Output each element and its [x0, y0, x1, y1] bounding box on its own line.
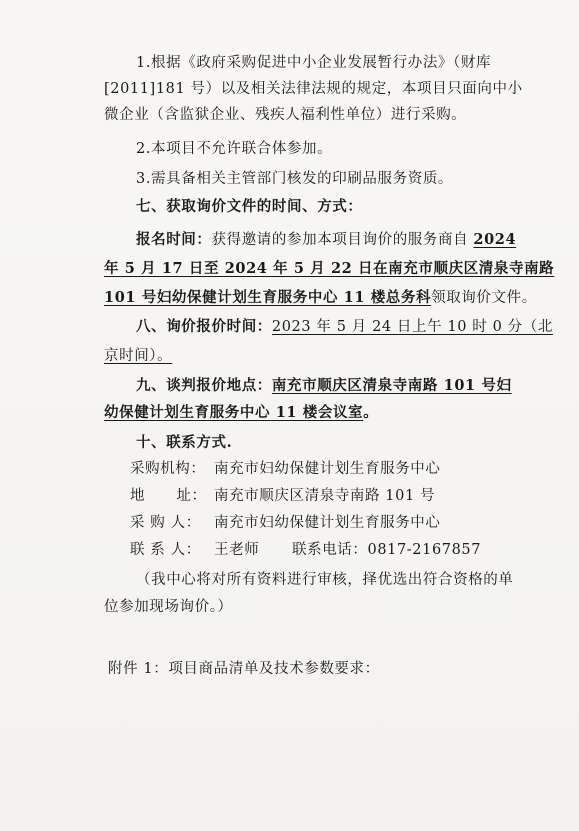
- note-line1: （我中心将对所有资料进行审核，择优选出符合资格的单: [136, 572, 514, 588]
- contact-phone-value: 0817-2167857: [367, 542, 482, 558]
- contact-row-agency-value: 南充市妇幼保健计划生育服务中心: [214, 461, 441, 477]
- contact-row-purchaser-value: 南充市妇幼保健计划生育服务中心: [214, 515, 441, 531]
- section7-text-b: 领取询价文件。: [431, 290, 537, 306]
- section7-heading: 七、获取询价文件的时间、方式：: [136, 198, 363, 215]
- section7-u1: 2024: [473, 231, 517, 248]
- note-line2: 位参加现场询价。）: [104, 599, 233, 615]
- attachment-title: 附件 1：项目商品清单及技术参数要求：: [108, 661, 380, 677]
- contact-row-agency: [130, 456, 570, 482]
- contact-row-address: [130, 483, 570, 509]
- contact-row-agency-label: 采购机构：: [130, 461, 206, 477]
- section10-heading: 十、联系方式.: [136, 434, 233, 451]
- section7-u3: 101 号妇幼保健计划生育服务中心 11 楼总务科: [104, 289, 432, 306]
- section9-u1: 南充市顺庆区清泉寺南路 101 号妇: [271, 377, 512, 394]
- section9-line1: [136, 373, 576, 399]
- p3-text: 3.需具备相关主管部门核发的印刷品服务资质。: [136, 171, 454, 187]
- section9-u2: 幼保健计划生育服务中心 11 楼会议室: [104, 404, 364, 421]
- contact-row-person: [130, 537, 570, 563]
- section7-text-a: 获得邀请的参加本项目询价的服务商自: [211, 232, 474, 248]
- section7-u2: 年 5 月 17 日至 2024 年 5 月 22 日在南充市顺庆区清泉寺南路: [104, 260, 555, 277]
- p2-text: 2.本项目不允许联合体参加。: [136, 141, 333, 157]
- section9-line2: [104, 400, 544, 426]
- contact-person-label: 联 系 人：: [130, 542, 201, 558]
- section9-label: 九、谈判报价地点：: [136, 377, 272, 394]
- contact-person-value: 王老师: [214, 542, 260, 558]
- section8-u1: 2023 年 5 月 24 日上午 10 时 0 分（北: [271, 319, 553, 335]
- p1-line3: 微企业（含监狱企业、残疾人福利性单位）进行采购。: [104, 107, 467, 123]
- section7-label: 报名时间：: [136, 231, 212, 248]
- contact-phone-label: 联系电话：: [292, 542, 368, 558]
- section8-u2: 京时间）。: [104, 348, 173, 364]
- p1-line1: 1.根据《政府采购促进中小企业发展暂行办法》（财库: [136, 55, 492, 71]
- contact-row-address-value: 南充市顺庆区清泉寺南路 101 号: [214, 488, 436, 504]
- section8-line1: [136, 314, 576, 340]
- section9-end: 。: [363, 404, 379, 421]
- section7-line1: [136, 227, 576, 253]
- section7-line3: [104, 285, 544, 311]
- contact-row-address-label: 地 址：: [130, 488, 207, 504]
- contact-row-purchaser: [130, 510, 570, 536]
- p1-line2: [2011]181 号）以及相关法律法规的规定，本项目只面向中小: [104, 81, 523, 97]
- contact-row-purchaser-label: 采 购 人：: [130, 515, 201, 531]
- section8-label: 八、询价报价时间：: [136, 318, 272, 335]
